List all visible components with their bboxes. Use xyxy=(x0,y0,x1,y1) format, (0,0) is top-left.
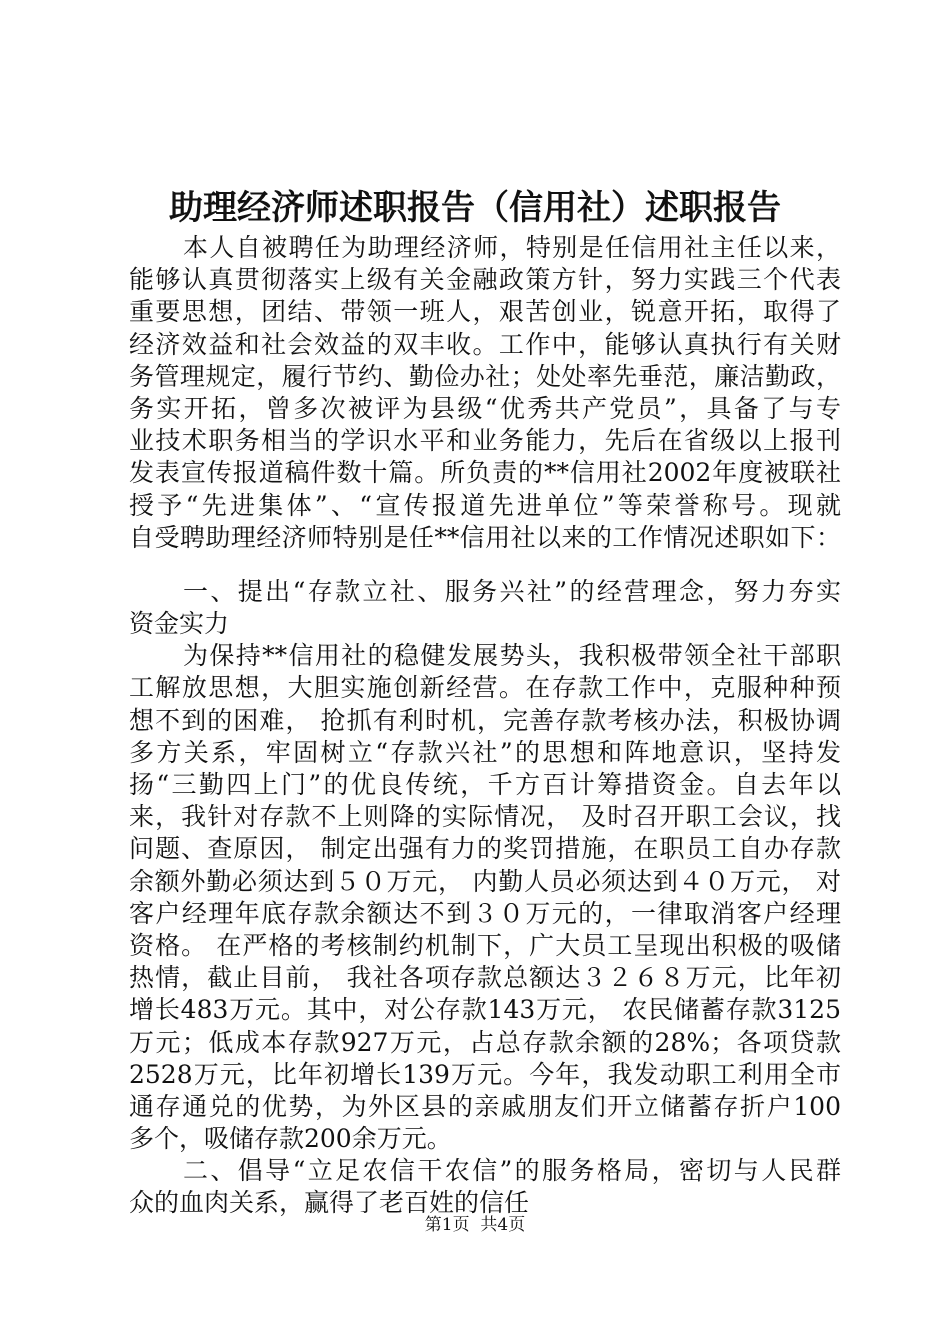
text-line: 2528万元，比年初增长139万元。今年，我发动职工利用全市 xyxy=(129,1059,841,1089)
text-line: 务实开拓，曾多次被评为县级“优秀共产党员”，具备了与专 xyxy=(129,393,841,423)
text-line: 重要思想，团结、带领一班人，艰苦创业，锐意开拓，取得了 xyxy=(129,297,841,327)
heading-line: 二、倡导“立足农信干农信”的服务格局，密切与人民群 xyxy=(183,1156,841,1186)
paragraph-intro xyxy=(129,232,841,554)
text-line: 发表宣传报道稿件数十篇。所负责的**信用社2002年度被联社 xyxy=(129,458,841,488)
text-line: 多个，吸储存款200余万元。 xyxy=(129,1124,452,1154)
section-heading-2 xyxy=(129,1155,841,1219)
section-heading-1 xyxy=(129,576,841,640)
text-line: 万元；低成本存款927万元，占总存款余额的28%；各项贷款 xyxy=(129,1027,841,1057)
text-line: 想不到的困难， 抢抓有利时机，完善存款考核办法，积极协调 xyxy=(129,705,841,735)
text-line: 通存通兑的优势，为外区县的亲戚朋友们开立储蓄存折户100 xyxy=(129,1091,841,1121)
text-line: 扬“三勤四上门”的优良传统，千方百计筹措资金。自去年以 xyxy=(129,770,841,799)
document-title: 助理经济师述职报告（信用社）述职报告 xyxy=(169,188,781,228)
text-line: 本人自被聘任为助理经济师，特别是任信用社主任以来， xyxy=(183,233,841,262)
paragraph-deposits xyxy=(129,640,841,1155)
text-line: 业技术职务相当的学识水平和业务能力，先后在省级以上报刊 xyxy=(129,426,841,456)
paragraph-spacer xyxy=(129,554,841,576)
page-number: 第1页 共4页 xyxy=(424,1215,526,1235)
text-line: 问题、查原因， 制定出强有力的奖罚措施，在职员工自办存款 xyxy=(129,834,841,864)
text-line: 资格。 在严格的考核制约机制下，广大员工呈现出积极的吸储 xyxy=(129,930,841,960)
heading-line: 众的血肉关系，赢得了老百姓的信任 xyxy=(129,1188,530,1218)
text-line: 经济效益和社会效益的双丰收。工作中，能够认真执行有关财 xyxy=(129,329,841,359)
text-line: 来，我针对存款不上则降的实际情况， 及时召开职工会议，找 xyxy=(129,802,841,832)
text-line: 增长483万元。其中，对公存款143万元， 农民储蓄存款3125 xyxy=(129,995,841,1025)
text-line: 自受聘助理经济师特别是任**信用社以来的工作情况述职如下： xyxy=(129,522,841,552)
text-line: 为保持**信用社的稳健发展势头，我积极带领全社干部职 xyxy=(183,641,841,671)
heading-line: 一、提出“存款立社、服务兴社”的经营理念，努力夯实 xyxy=(183,576,841,606)
heading-line: 资金实力 xyxy=(129,609,230,639)
text-line: 务管理规定，履行节约、勤俭办社；处处率先垂范，廉洁勤政， xyxy=(129,361,841,391)
text-line: 余额外勤必须达到５０万元， 内勤人员必须达到４０万元， 对 xyxy=(129,866,841,896)
text-line: 多方关系，牢固树立“存款兴社”的思想和阵地意识，坚持发 xyxy=(129,737,841,767)
document-body xyxy=(129,232,841,1220)
text-line: 客户经理年底存款余额达不到３０万元的，一律取消客户经理 xyxy=(129,898,841,928)
text-line: 授予“先进集体”、“宣传报道先进单位”等荣誉称号。现就 xyxy=(129,490,841,520)
text-line: 能够认真贯彻落实上级有关金融政策方针，努力实践三个代表 xyxy=(129,265,841,295)
text-line: 工解放思想，大胆实施创新经营。在存款工作中，克服种种预 xyxy=(129,673,841,703)
text-line: 热情，截止目前， 我社各项存款总额达３２６８万元，比年初 xyxy=(129,963,841,993)
